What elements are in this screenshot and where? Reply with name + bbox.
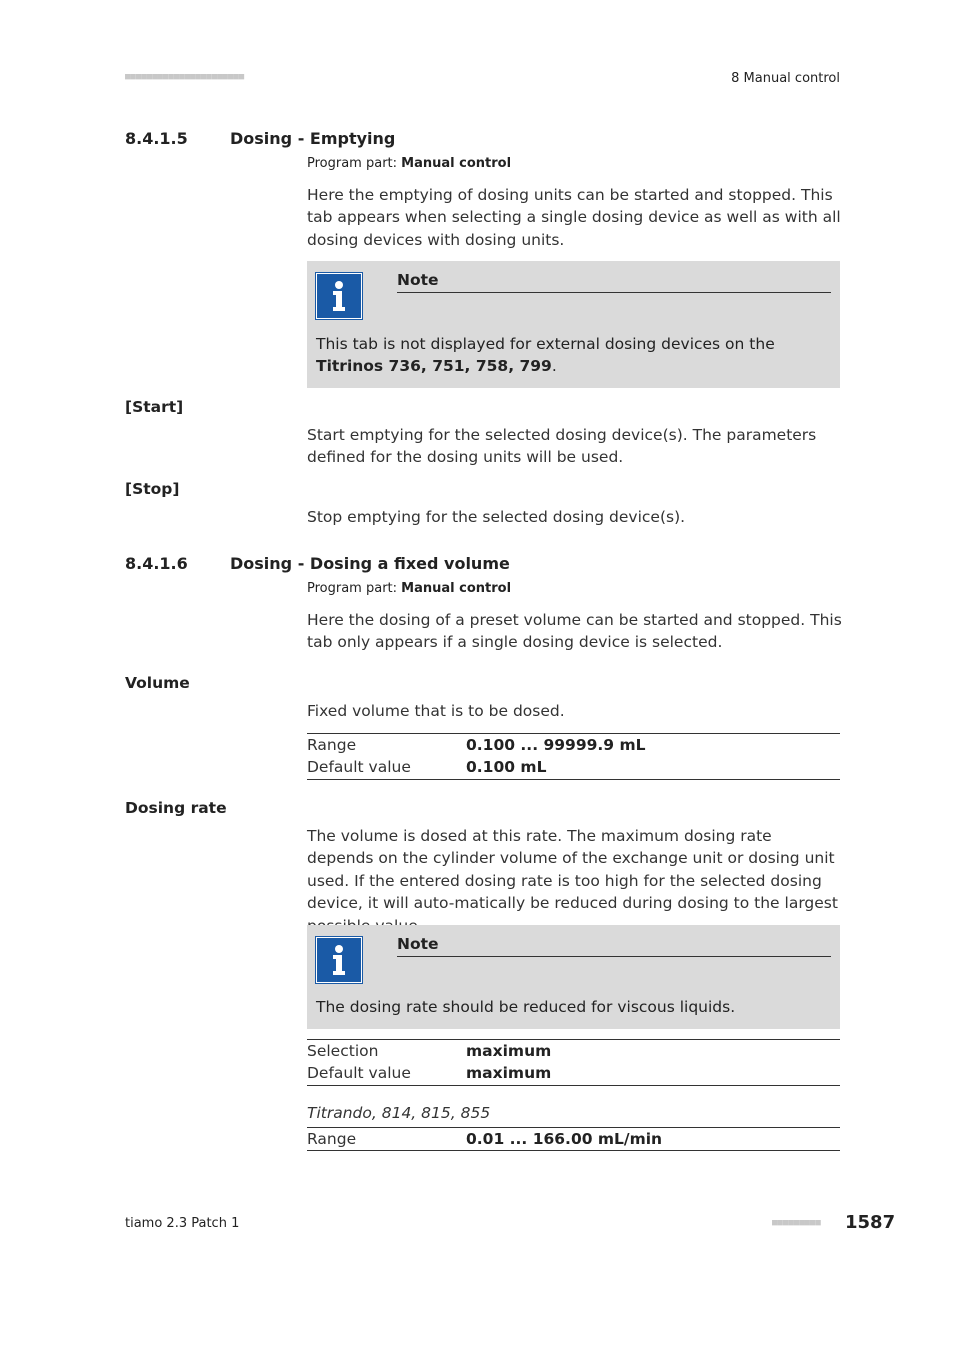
header-decoration: ■■■■■■■■■■■■■■■■■■■■■■ <box>125 72 245 82</box>
param-value: maximum <box>466 1064 552 1083</box>
table-row <box>307 1062 840 1084</box>
program-part <box>307 156 511 171</box>
program-part <box>307 581 511 596</box>
page-number: 1587 <box>845 1212 896 1233</box>
note-text <box>316 333 828 378</box>
param-value: maximum <box>466 1042 552 1060</box>
param-key: Selection <box>307 1042 379 1060</box>
note-text-bold: Titrinos 736, 751, 758, 799 <box>316 357 552 376</box>
section-number: 8.4.1.5 <box>125 129 188 148</box>
start-label: [Start] <box>125 398 184 416</box>
param-key: Default value <box>307 758 411 777</box>
info-icon <box>316 273 362 319</box>
volume-parameter-table <box>307 733 840 780</box>
table-row <box>307 1128 840 1150</box>
info-icon <box>316 937 362 983</box>
note-box <box>307 925 840 1029</box>
program-part-value: Manual control <box>401 581 512 596</box>
stop-label: [Stop] <box>125 480 180 498</box>
param-value: 0.100 mL <box>466 758 547 777</box>
param-key: Range <box>307 1130 357 1148</box>
footer-product: tiamo 2.3 Patch 1 <box>125 1216 240 1231</box>
volume-label: Volume <box>125 674 190 692</box>
param-key: Range <box>307 736 357 754</box>
table-row <box>307 1040 840 1062</box>
start-description: Start emptying for the selected dosing device(s). The parameters defined for the dosing units will be used. <box>307 426 817 467</box>
note-divider <box>397 956 831 957</box>
note-divider <box>397 292 831 293</box>
header-chapter: 8 Manual control <box>731 71 840 86</box>
param-value: 0.100 ... 99999.9 mL <box>466 736 646 754</box>
dosing-rate-label: Dosing rate <box>125 799 227 817</box>
section-title: Dosing - Dosing a fixed volume <box>230 554 510 573</box>
program-part-value: Manual control <box>401 156 512 171</box>
program-part-label: Program part: <box>307 581 398 596</box>
volume-description: Fixed volume that is to be dosed. <box>307 702 565 720</box>
dosing-rate-parameter-table <box>307 1039 840 1086</box>
footer-decoration: ■■■■■■■■■ <box>772 1218 821 1228</box>
section-title: Dosing - Emptying <box>230 129 396 148</box>
dosing-rate-description: The volume is dosed at this rate. The maximum dosing rate depends on the cylinder volume of the exchange unit or dosing unit used. If the entered dosing rate is too high for the selected dosing device, it will auto-matically be reduced during dosing to the largest <box>307 827 838 913</box>
param-key: Default value <box>307 1064 411 1083</box>
note-title: Note <box>397 271 439 289</box>
note-text-end: . <box>551 357 557 376</box>
note-box <box>307 261 840 388</box>
stop-description: Stop emptying for the selected dosing device(s). <box>307 508 686 526</box>
device-range-table <box>307 1127 840 1151</box>
note-text-plain: This tab is not displayed for external dosing devices on the <box>316 335 775 353</box>
section-intro: Here the dosing of a preset volume can be started and stopped. This tab only appears if a single dosing device is selected. <box>307 611 842 652</box>
section-intro: Here the emptying of dosing units can be started and stopped. This tab appears when selecting a single dosing device as well as with all dosing devices with dosing units. <box>307 186 841 249</box>
table-row <box>307 756 840 778</box>
program-part-label: Program part: <box>307 156 398 171</box>
note-title: Note <box>397 935 439 953</box>
device-label: Titrando, 814, 815, 855 <box>307 1104 491 1122</box>
note-text: The dosing rate should be reduced for viscous liquids. <box>316 998 736 1016</box>
section-number: 8.4.1.6 <box>125 554 188 573</box>
param-value: 0.01 ... 166.00 mL/min <box>466 1130 663 1148</box>
table-row <box>307 734 840 756</box>
